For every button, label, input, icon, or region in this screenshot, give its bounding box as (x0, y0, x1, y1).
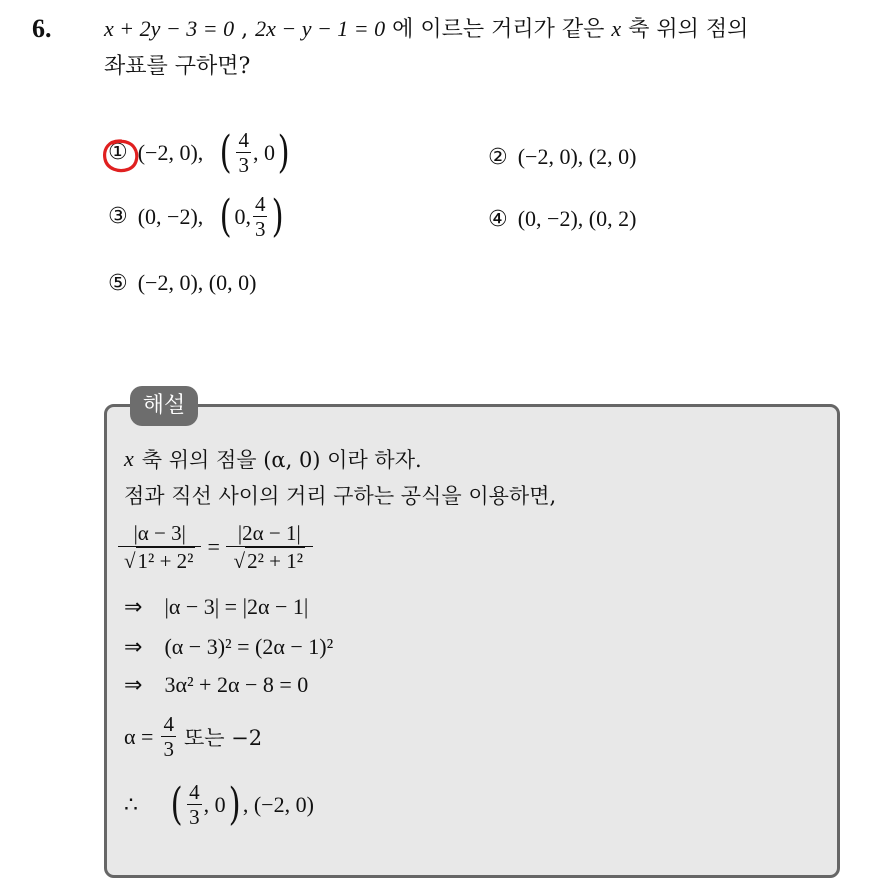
solution-line-8 (124, 780, 314, 829)
fraction (187, 780, 202, 829)
alpha-rest: 또는 −2 (183, 725, 263, 750)
choice-text-a: (0, −2), (137, 203, 204, 229)
therefore-icon: ∴ (124, 791, 138, 817)
answer-after: , 0 (203, 791, 226, 817)
paren-open: ( (170, 778, 183, 830)
frac-num: 4 (189, 780, 200, 804)
choice-mark: ② (488, 144, 508, 170)
choice-mark: ① (108, 140, 128, 165)
distance-fraction-1 (124, 520, 195, 574)
var-x: x (124, 446, 134, 471)
frac-den: 3 (189, 805, 200, 829)
selected-ring-icon (101, 137, 141, 175)
implies-icon: ⇒ (124, 672, 143, 698)
question-text-b: 축 위의 점의 (628, 17, 749, 42)
choice-text-a: (−2, 0), (137, 139, 204, 165)
implies-icon: ⇒ (124, 594, 143, 620)
choice-text: (0, −2), (0, 2) (517, 206, 637, 231)
paren-close: ) (272, 190, 285, 242)
solution-line-2 (124, 480, 556, 510)
sqrt-icon: √ (233, 549, 246, 573)
equation-1: x + 2y − 3 = 0 (104, 16, 235, 41)
solution-line-1 (124, 444, 422, 474)
choice-text: (−2, 0), (0, 0) (137, 270, 257, 295)
equals-sign: = (207, 534, 220, 559)
choice-mark: ④ (488, 206, 508, 232)
fraction (161, 712, 176, 761)
equation: 3α² + 2α − 8 = 0 (164, 672, 309, 697)
choice-3[interactable] (108, 192, 287, 241)
implies-icon: ⇒ (124, 634, 143, 660)
distance-fraction-2 (232, 520, 307, 574)
solution-line-7 (124, 712, 262, 761)
fraction (253, 192, 268, 241)
paren-close: ) (277, 126, 290, 178)
frac-num: 4 (163, 712, 174, 736)
paren-open: ( (219, 126, 232, 178)
frac-num: |2α − 1| (226, 520, 313, 547)
paren-open: ( (219, 190, 232, 242)
solution-text-1: 축 위의 점을 (α, 0) 이라 하자. (141, 448, 422, 472)
frac-num: 4 (238, 128, 249, 152)
choice-mark: ③ (108, 204, 128, 229)
frac-den: 3 (238, 153, 249, 177)
solution-line-5 (124, 634, 333, 660)
radicand: 2² + 1² (247, 549, 303, 573)
choice-5[interactable] (108, 270, 256, 296)
solution-tag: 해설 (130, 386, 198, 426)
solution-line-6 (124, 672, 308, 698)
answer-rest: , (−2, 0) (242, 791, 314, 817)
question-text-c: 좌표를 구하면? (104, 54, 251, 79)
choice-2[interactable] (488, 144, 636, 170)
paren-close: ) (228, 778, 241, 830)
equation-2: 2x − y − 1 = 0 (255, 16, 386, 41)
frac-num: |α − 3| (118, 520, 201, 547)
sqrt (234, 547, 305, 574)
solution-line-3 (124, 520, 307, 574)
solution-line-4 (124, 594, 308, 620)
frac-den: 3 (254, 217, 266, 241)
choice-text-b: 0, (234, 203, 251, 229)
alpha-lhs: α = (124, 723, 154, 749)
choice-4[interactable] (488, 206, 636, 232)
separator: , (241, 17, 249, 42)
var-x: x (611, 16, 622, 41)
sqrt-icon: √ (124, 549, 136, 573)
choice-text: (−2, 0), (2, 0) (517, 144, 637, 169)
frac-num: 4 (254, 192, 266, 216)
choice-mark: ⑤ (108, 270, 128, 296)
question-text-a: 에 이르는 거리가 같은 (392, 17, 605, 42)
frac-den: 3 (163, 737, 174, 761)
problem-number: 6. (32, 14, 52, 43)
fraction (236, 128, 251, 177)
sqrt (124, 547, 195, 574)
equation: |α − 3| = |2α − 1| (164, 594, 309, 619)
choice-text-b: , 0 (252, 139, 275, 165)
equation: (α − 3)² = (2α − 1)² (164, 634, 334, 659)
question-line-1 (104, 14, 748, 45)
radicand: 1² + 2² (137, 549, 194, 573)
solution-text-2: 점과 직선 사이의 거리 구하는 공식을 이용하면, (124, 484, 557, 508)
